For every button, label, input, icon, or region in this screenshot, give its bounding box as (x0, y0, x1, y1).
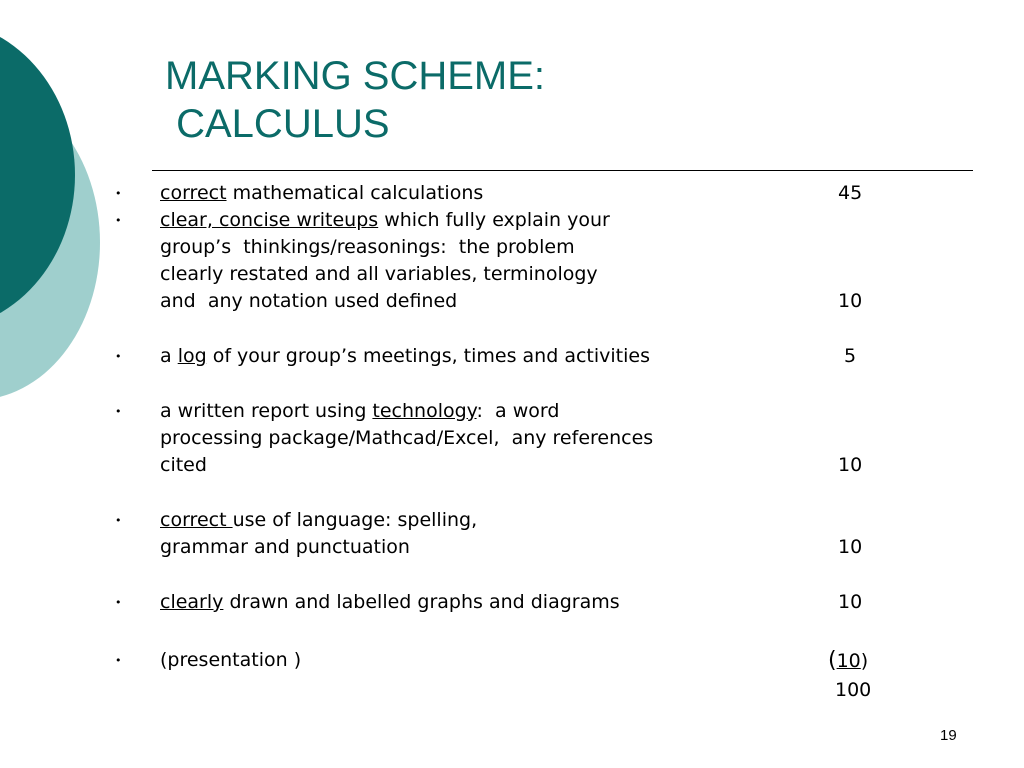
criterion-mark: 10 (838, 454, 863, 476)
criterion-line (160, 589, 880, 616)
criterion-text: mathematical calculations (226, 182, 484, 204)
bullet-icon: • (115, 654, 122, 667)
criterion-keyword: clearly (160, 591, 224, 613)
criterion-keyword: clear, concise writeups (160, 209, 379, 231)
criterion-line (160, 452, 880, 479)
criterion-text: : a word (476, 400, 560, 422)
title-divider (152, 170, 973, 171)
criterion-line (160, 343, 880, 370)
criterion-line (160, 534, 880, 561)
criterion-mark-bracketed (828, 647, 868, 675)
criterion-item (115, 647, 880, 674)
criterion-prefix: a written report using (160, 400, 373, 422)
criterion-text: drawn and labelled graphs and diagrams (223, 591, 620, 613)
criterion-line (160, 647, 880, 674)
criterion-text: (presentation ) (160, 649, 302, 671)
criterion-line (160, 234, 880, 261)
criterion-line (160, 288, 880, 315)
criterion-line (160, 425, 880, 452)
criterion-prefix: a (160, 345, 178, 367)
criterion-line (160, 261, 880, 288)
criterion-mark: 10 (838, 591, 863, 613)
criterion-text: and any notation used defined (160, 290, 458, 312)
bullet-icon: • (115, 187, 122, 200)
criterion-item (115, 398, 880, 479)
criterion-line (160, 398, 880, 425)
criterion-line (160, 207, 880, 234)
bullet-icon: • (115, 214, 122, 227)
criterion-mark: 5 (844, 345, 857, 367)
criterion-text: of your group’s meetings, times and activities (206, 345, 650, 367)
criterion-text: processing package/Mathcad/Excel, any references (160, 427, 654, 449)
criterion-line (160, 180, 880, 207)
slide-title (165, 52, 545, 148)
page-number: 19 (940, 727, 957, 744)
criterion-item (115, 343, 880, 370)
criterion-text: cited (160, 454, 207, 476)
criterion-mark: 10 (838, 536, 863, 558)
criterion-text: clearly restated and all variables, terminology (160, 263, 598, 285)
criterion-keyword: log (177, 345, 207, 367)
criterion-mark: 45 (838, 182, 863, 204)
criterion-text: use of language: spelling, (232, 509, 478, 531)
title-line-1: MARKING SCHEME: (165, 54, 546, 98)
criterion-text: grammar and punctuation (160, 536, 410, 558)
total-marks: 100 (835, 679, 872, 701)
bullet-icon: • (115, 405, 122, 418)
close-paren: ) (860, 650, 869, 672)
criterion-keyword: correct (160, 509, 233, 531)
bullet-icon: • (115, 596, 122, 609)
bullet-icon: • (115, 514, 122, 527)
criterion-keyword: correct (160, 182, 227, 204)
criterion-item (115, 507, 880, 561)
criterion-text: which fully explain your (378, 209, 610, 231)
criterion-item (115, 207, 880, 315)
criterion-item (115, 589, 880, 616)
open-paren: ( (828, 648, 837, 673)
criterion-mark-value: 10 (836, 650, 861, 672)
criterion-line (160, 507, 880, 534)
criterion-keyword: technology (372, 400, 477, 422)
criterion-text: group’s thinkings/reasonings: the problem (160, 236, 575, 258)
title-line-2: CALCULUS (165, 102, 390, 146)
criterion-mark: 10 (838, 290, 863, 312)
bullet-icon: • (115, 350, 122, 363)
criterion-item (115, 180, 880, 207)
